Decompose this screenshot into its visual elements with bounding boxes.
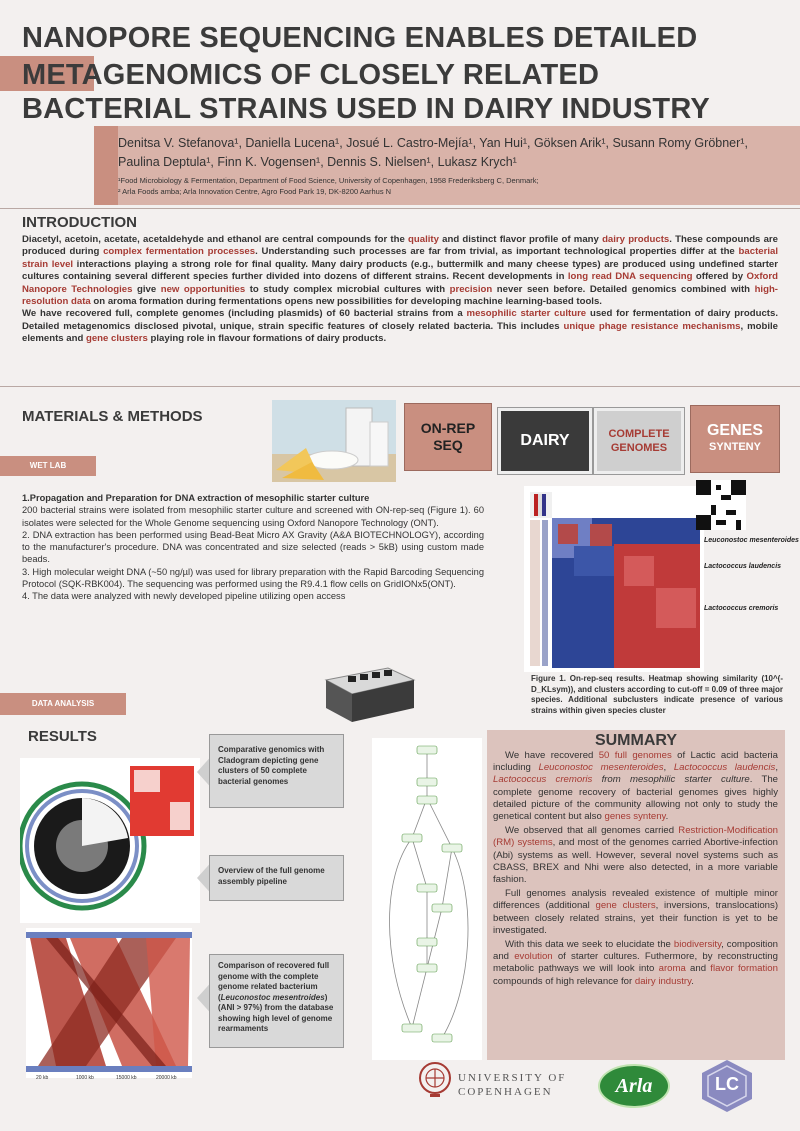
highlight-intro-p1-5: complex fermentation processes: [103, 246, 256, 258]
lc-logo-text: LC: [715, 1074, 739, 1094]
highlight-intro-p1-17: high-resolution data: [22, 283, 779, 308]
ucph-name-line-2: COPENHAGEN: [458, 1086, 553, 1098]
ucph-name-line-1: UNIVERSITY OF: [458, 1072, 567, 1084]
highlight-summary-p4-7: flavor formation: [710, 963, 778, 975]
text-summary-p4-8: compounds of high relevance for: [493, 975, 635, 987]
text-intro-p1-0: Diacetyl, acetoin, acetate, acetaldehyde and ethanol are central compounds for the: [22, 234, 409, 245]
synteny-axis-label-2: 1000 kb: [76, 1075, 94, 1081]
text-summary-p4-10: .: [691, 975, 694, 987]
species-label-laudencis: Lactococcus laudencis: [704, 563, 782, 570]
text-intro-p1-14: to study complex microbial cultures with: [245, 283, 450, 295]
text-intro-p1-18: on aroma formation during fermentations opens new possibilities for developing machine learning-based tools.: [90, 296, 602, 308]
methods-heading: MATERIALS & METHODS: [22, 408, 203, 425]
synteny-axis-label-3: 15000 kb: [116, 1075, 137, 1081]
callout-comparison-text-b: ) (ANI > 97%) from the database showing high level of genome rearmaments: [218, 992, 334, 1033]
introduction-text: [22, 234, 778, 346]
poster-title-line-1: NANOPORE SEQUENCING ENABLES DETAILED: [22, 22, 698, 54]
method-step-1-text: 200 bacterial strains were isolated from mesophilic starter culture and screened with ON-rep-seq (Figure 1). 60 isolates were selected for the Whole Genome sequencing using Oxford Nanopore Technology (ONT).: [22, 505, 484, 528]
highlight-intro-p1-15: precision: [449, 283, 493, 295]
figure-1-caption-title: On-rep-seq results.: [565, 674, 645, 683]
text-intro-p1-2: and distinct flavor profile of many: [438, 234, 603, 245]
species-label-leuconostoc: Leuconostoc mesenteroides: [704, 537, 799, 544]
text-intro-p2-2: used for fermentation of dairy products. Detailed metagenomics disclosed pivotal, unique, strain specific features of closely related bacteria. This includes: [22, 308, 778, 332]
on-rep-seq-heatmap: [524, 486, 704, 672]
on-rep-seq-line2: SEQ: [433, 437, 463, 453]
summary-paragraph-3: [493, 888, 778, 937]
text-summary-p1-0: We have recovered: [505, 750, 599, 761]
text-summary-p1-4: ,: [663, 762, 674, 774]
text-intro-p1-6: . Understanding such processes are far from trivial, as important technological properties differ at the: [255, 246, 739, 258]
affiliations: [118, 175, 778, 197]
genes-synteny-line2: SYNTENY: [709, 441, 761, 453]
callout-genome-comparison: [209, 954, 344, 1048]
data-analysis-label: DATA ANALYSIS: [0, 693, 126, 715]
highlight-summary-p1-3: Leuconostoc mesenteroides: [538, 762, 664, 774]
wet-lab-label: WET LAB: [0, 456, 96, 476]
introduction-heading: INTRODUCTION: [22, 214, 137, 231]
highlight-summary-p1-10: genes synteny: [604, 811, 666, 823]
highlight-intro-p1-9: long read DNA sequencing: [567, 271, 693, 283]
text-intro-p1-4: . These compounds are produced during: [22, 234, 778, 258]
species-label-cremoris: Lactococcus cremoris: [704, 605, 779, 612]
figure-1-caption: [531, 674, 783, 716]
synteny-axis-label-4: 20000 kb: [156, 1075, 177, 1081]
text-summary-p1-8: from mesophilic starter culture: [592, 774, 750, 786]
callout-comparison-text-a: Comparison of recovered full genome with the complete genome related bacterium (: [218, 961, 330, 1002]
university-crest-logo: [418, 1058, 452, 1104]
method-step-4: 4. The data were analyzed with newly developed pipeline utilizing open access: [22, 591, 346, 602]
on-rep-seq-line1: ON-REP: [420, 420, 476, 436]
divider-intro: [0, 386, 800, 387]
highlight-summary-p1-1: 50 full genomes: [598, 750, 672, 761]
text-summary-p2-0: We observed that all genomes carried: [505, 825, 679, 837]
arla-logo-text: Arla: [615, 1074, 653, 1097]
highlight-summary-p4-9: dairy industry: [634, 975, 692, 987]
synteny-axis-label-1: 20 kb: [36, 1075, 49, 1081]
text-summary-p1-9: . The complete genome recovery of bacterial genomes gives highly detailed picture of the community allowing not only to study the genetical content but also: [493, 774, 778, 823]
highlight-summary-p4-1: biodiversity: [673, 939, 722, 951]
poster-title-line-2: METAGENOMICS OF CLOSELY RELATED: [22, 59, 600, 91]
text-intro-p2-4: , mobile elements and: [22, 320, 778, 345]
text-intro-p1-8: interactions playing a strong role for final quality. Many dairy products (e.g., buttermilk and many cheese types) are produced using undefined starter cultures containing several different species further divided into dozens of different strains. Recent developments in: [22, 258, 778, 283]
text-summary-p4-0: With this data we seek to elucidate the: [505, 939, 674, 951]
complete-genomes-line2: GENOMES: [610, 442, 668, 454]
highlight-intro-p1-1: quality: [408, 234, 439, 245]
summary-paragraph-2: [493, 825, 778, 886]
text-summary-p3-0: Full genomes analysis revealed existence of multiple minor differences (additional: [493, 888, 778, 912]
title-accent-bar-inner: [94, 126, 118, 205]
introduction-paragraph-1: [22, 234, 778, 308]
method-step-2: 2. DNA extraction has been performed using Bead-Beat Micro AX Gravity (A&A BIOTECHNOLOGY), according to the manufacturer's procedure. DNA was concentrated and size selected (reads > 5kB) using custom made beads.: [22, 529, 484, 565]
poster-title-line-3: BACTERIAL STRAINS USED IN DAIRY INDUSTRY: [22, 93, 710, 125]
text-intro-p1-16: never seen before. Detailed genomics combined with: [492, 283, 755, 295]
genes-synteny-box: [690, 405, 780, 473]
highlight-summary-p3-1: gene clusters: [595, 900, 656, 912]
summary-heading: SUMMARY: [594, 732, 678, 749]
dairy-box: [498, 408, 592, 474]
callout-comparison-species: Leuconostoc mesentroides: [220, 992, 325, 1002]
text-intro-p1-12: give: [132, 283, 161, 295]
text-intro-p1-10: offered by: [692, 271, 747, 283]
complete-genomes-line1: COMPLETE: [608, 428, 670, 440]
divider-top: [0, 208, 800, 209]
highlight-intro-p2-1: mesophilic starter culture: [466, 308, 587, 320]
dairy-label: DAIRY: [520, 432, 570, 449]
assembly-pipeline-flowchart: [372, 738, 482, 1060]
results-heading: RESULTS: [28, 728, 97, 745]
affiliation-2: ² Arla Foods amba; Arla Innovation Centre, Agro Food Park 19, DK-8200 Aarhus N: [118, 187, 392, 196]
genome-synteny-plot: [26, 928, 192, 1078]
dairy-products-photo: [272, 400, 396, 482]
text-summary-p1-2: of Lactic acid bacteria including: [493, 750, 778, 774]
method-step-3: 3. High molecular weight DNA (~50 ng/µl) was used for library preparation with the Rapid Barcoding Sequencing Protocol (SQK-RBK004). The sequencing was performed using the R9.4.1 flow cells on GridIONx5(ONT).: [22, 566, 484, 590]
qr-code: [696, 480, 746, 530]
on-rep-seq-box: [404, 403, 492, 471]
highlight-summary-p1-5: Lactococcus laudencis: [673, 762, 776, 774]
callout-cladogram: Comparative genomics with Cladogram depicting gene clusters of 50 complete bacterial genomes: [209, 734, 344, 808]
highlight-intro-p1-3: dairy products: [602, 234, 670, 245]
summary-paragraph-4: [493, 939, 778, 988]
gridion-sequencer-image: [318, 658, 420, 728]
figure-1-label: Figure 1.: [531, 674, 566, 683]
text-summary-p4-2: , composition and: [493, 939, 778, 963]
introduction-paragraph-2: [22, 308, 778, 345]
author-line-2: Paulina Deptula¹, Finn K. Vogensen¹, Dennis S. Nielsen¹, Lukasz Krych¹: [118, 155, 517, 169]
text-intro-p2-0: We have recovered full, complete genomes (including plasmids) of 60 bacterial strains from a: [22, 308, 467, 320]
genes-synteny-line1: GENES: [706, 422, 763, 439]
text-summary-p3-2: , inversions, translocations) between closely related strains, yet their function is yet to be investigated.: [493, 900, 779, 936]
cladogram-figure: [20, 758, 200, 923]
highlight-summary-p4-5: aroma: [658, 963, 686, 975]
text-summary-p2-2: , and most of the genomes carried Abortive-infection (Abi) systems as well. However, several novel systems such as CBASS, BREX and Nhi were also detected, in a more variable fashion.: [493, 837, 778, 886]
method-step-1-title: 1.Propagation and Preparation for DNA extraction of mesophilic starter culture: [22, 493, 370, 503]
affiliation-1: ¹Food Microbiology & Fermentation, Department of Food Science, University of Copenhagen, 1958 Frederiksberg C, Denmark;: [118, 176, 539, 185]
callout-assembly-pipeline: Overview of the full genome assembly pipeline: [209, 855, 344, 901]
author-line-1: Denitsa V. Stefanova¹, Daniella Lucena¹, Josué L. Castro-Mejía¹, Yan Hui¹, Göksen Arik¹, Susann Romy Gröbner¹,: [118, 136, 748, 150]
highlight-intro-p1-11: Oxford Nanopore Technologies: [22, 271, 778, 295]
summary-panel: [487, 730, 785, 1060]
author-list: [118, 134, 778, 172]
highlight-intro-p1-13: new opportunities: [160, 283, 246, 295]
arla-logo: [598, 1064, 670, 1108]
highlight-summary-p1-7: Lactococcus cremoris: [493, 774, 593, 786]
methods-text: [22, 492, 484, 603]
text-summary-p1-11: .: [665, 811, 669, 823]
figure-1-caption-text: Heatmap showing similarity (10^(-D_KLsym)), and clusters according to cut-off = 0.09 of three major species. Additional subclusters indicate presence of various strains within given species cluster: [531, 674, 783, 715]
highlight-intro-p1-7: bacterial strain level: [22, 246, 778, 270]
highlight-intro-p2-5: gene clusters: [85, 333, 148, 345]
highlight-summary-p2-1: Restriction-Modification (RM) systems: [493, 825, 778, 849]
text-summary-p4-4: of starter cultures. Futhermore, by reconstructing metabolic pathways we will look into: [493, 951, 778, 975]
text-summary-p1-6: ,: [775, 762, 778, 774]
text-intro-p2-6: playing role in flavour formations of dairy products.: [147, 333, 387, 345]
complete-genomes-box: [594, 408, 684, 474]
text-summary-p4-6: and: [685, 963, 711, 975]
highlight-intro-p2-3: unique phage resistance mechanisms: [563, 320, 741, 332]
summary-paragraph-1: [493, 750, 778, 823]
highlight-summary-p4-3: evolution: [514, 951, 553, 963]
summary-body: [487, 750, 785, 988]
